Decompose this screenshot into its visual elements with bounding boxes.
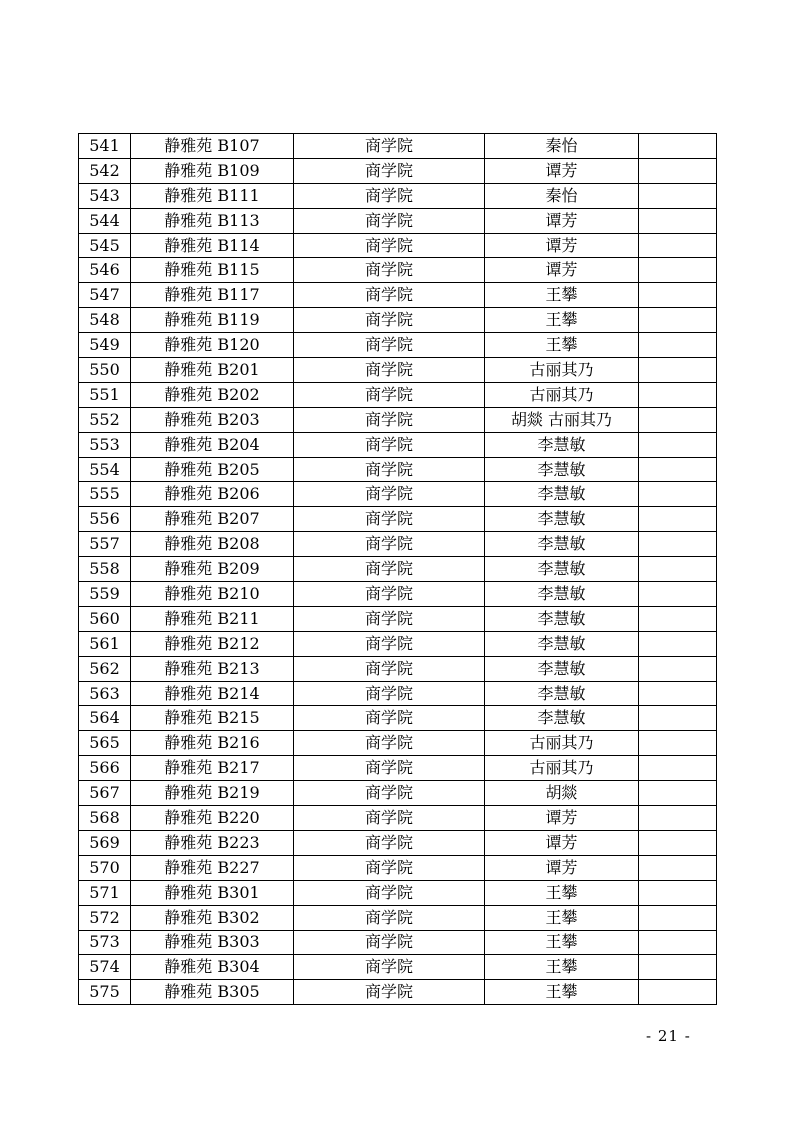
table-row xyxy=(79,582,717,607)
row-number-cell: 563 xyxy=(79,681,131,706)
person-in-charge-cell: 谭芳 xyxy=(485,258,639,283)
table-row xyxy=(79,308,717,333)
row-number-cell: 544 xyxy=(79,208,131,233)
table-row xyxy=(79,855,717,880)
person-in-charge-cell: 谭芳 xyxy=(485,806,639,831)
remarks-cell xyxy=(639,631,717,656)
row-number-cell: 559 xyxy=(79,582,131,607)
room-cell: 静雅苑 B204 xyxy=(131,432,294,457)
room-cell: 静雅苑 B207 xyxy=(131,507,294,532)
row-number-cell: 567 xyxy=(79,781,131,806)
remarks-cell xyxy=(639,955,717,980)
person-in-charge-cell: 古丽其乃 xyxy=(485,756,639,781)
row-number-cell: 556 xyxy=(79,507,131,532)
person-in-charge-cell: 王攀 xyxy=(485,930,639,955)
room-cell: 静雅苑 B219 xyxy=(131,781,294,806)
row-number-cell: 554 xyxy=(79,457,131,482)
person-in-charge-cell: 谭芳 xyxy=(485,830,639,855)
college-cell: 商学院 xyxy=(294,806,485,831)
room-cell: 静雅苑 B223 xyxy=(131,830,294,855)
person-in-charge-cell: 李慧敏 xyxy=(485,432,639,457)
table-row xyxy=(79,258,717,283)
college-cell: 商学院 xyxy=(294,308,485,333)
row-number-cell: 550 xyxy=(79,358,131,383)
table-row xyxy=(79,781,717,806)
person-in-charge-cell: 谭芳 xyxy=(485,158,639,183)
remarks-cell xyxy=(639,382,717,407)
person-in-charge-cell: 李慧敏 xyxy=(485,606,639,631)
college-cell: 商学院 xyxy=(294,781,485,806)
remarks-cell xyxy=(639,233,717,258)
row-number-cell: 555 xyxy=(79,482,131,507)
table-row xyxy=(79,183,717,208)
person-in-charge-cell: 李慧敏 xyxy=(485,557,639,582)
college-cell: 商学院 xyxy=(294,382,485,407)
college-cell: 商学院 xyxy=(294,681,485,706)
remarks-cell xyxy=(639,482,717,507)
row-number-cell: 571 xyxy=(79,880,131,905)
college-cell: 商学院 xyxy=(294,532,485,557)
remarks-cell xyxy=(639,830,717,855)
row-number-cell: 547 xyxy=(79,283,131,308)
table-row xyxy=(79,233,717,258)
person-in-charge-cell: 李慧敏 xyxy=(485,681,639,706)
row-number-cell: 541 xyxy=(79,134,131,159)
remarks-cell xyxy=(639,208,717,233)
table-body xyxy=(79,134,717,1005)
college-cell: 商学院 xyxy=(294,880,485,905)
room-cell: 静雅苑 B119 xyxy=(131,308,294,333)
table-row xyxy=(79,656,717,681)
table-row xyxy=(79,706,717,731)
college-cell: 商学院 xyxy=(294,756,485,781)
room-cell: 静雅苑 B210 xyxy=(131,582,294,607)
college-cell: 商学院 xyxy=(294,731,485,756)
table-row xyxy=(79,482,717,507)
table-row xyxy=(79,631,717,656)
remarks-cell xyxy=(639,333,717,358)
row-number-cell: 564 xyxy=(79,706,131,731)
person-in-charge-cell: 李慧敏 xyxy=(485,507,639,532)
row-number-cell: 570 xyxy=(79,855,131,880)
room-cell: 静雅苑 B202 xyxy=(131,382,294,407)
row-number-cell: 557 xyxy=(79,532,131,557)
remarks-cell xyxy=(639,457,717,482)
remarks-cell xyxy=(639,656,717,681)
room-cell: 静雅苑 B120 xyxy=(131,333,294,358)
remarks-cell xyxy=(639,358,717,383)
room-cell: 静雅苑 B205 xyxy=(131,457,294,482)
table-row xyxy=(79,756,717,781)
table-row xyxy=(79,980,717,1005)
college-cell: 商学院 xyxy=(294,582,485,607)
table-row xyxy=(79,358,717,383)
person-in-charge-cell: 胡燚 古丽其乃 xyxy=(485,407,639,432)
college-cell: 商学院 xyxy=(294,457,485,482)
remarks-cell xyxy=(639,258,717,283)
room-cell: 静雅苑 B206 xyxy=(131,482,294,507)
room-cell: 静雅苑 B214 xyxy=(131,681,294,706)
person-in-charge-cell: 李慧敏 xyxy=(485,582,639,607)
room-cell: 静雅苑 B111 xyxy=(131,183,294,208)
remarks-cell xyxy=(639,134,717,159)
college-cell: 商学院 xyxy=(294,706,485,731)
room-cell: 静雅苑 B301 xyxy=(131,880,294,905)
row-number-cell: 572 xyxy=(79,905,131,930)
row-number-cell: 543 xyxy=(79,183,131,208)
college-cell: 商学院 xyxy=(294,283,485,308)
college-cell: 商学院 xyxy=(294,407,485,432)
row-number-cell: 549 xyxy=(79,333,131,358)
college-cell: 商学院 xyxy=(294,930,485,955)
room-cell: 静雅苑 B216 xyxy=(131,731,294,756)
room-cell: 静雅苑 B107 xyxy=(131,134,294,159)
row-number-cell: 569 xyxy=(79,830,131,855)
remarks-cell xyxy=(639,706,717,731)
room-cell: 静雅苑 B208 xyxy=(131,532,294,557)
table-row xyxy=(79,557,717,582)
remarks-cell xyxy=(639,582,717,607)
room-cell: 静雅苑 B109 xyxy=(131,158,294,183)
row-number-cell: 573 xyxy=(79,930,131,955)
table-row xyxy=(79,208,717,233)
remarks-cell xyxy=(639,756,717,781)
remarks-cell xyxy=(639,806,717,831)
table-row xyxy=(79,457,717,482)
room-cell: 静雅苑 B305 xyxy=(131,980,294,1005)
college-cell: 商学院 xyxy=(294,656,485,681)
college-cell: 商学院 xyxy=(294,955,485,980)
table-row xyxy=(79,407,717,432)
row-number-cell: 558 xyxy=(79,557,131,582)
room-cell: 静雅苑 B115 xyxy=(131,258,294,283)
college-cell: 商学院 xyxy=(294,432,485,457)
room-cell: 静雅苑 B302 xyxy=(131,905,294,930)
room-cell: 静雅苑 B114 xyxy=(131,233,294,258)
table-row xyxy=(79,681,717,706)
table-row xyxy=(79,333,717,358)
remarks-cell xyxy=(639,930,717,955)
person-in-charge-cell: 李慧敏 xyxy=(485,631,639,656)
table-row xyxy=(79,432,717,457)
remarks-cell xyxy=(639,781,717,806)
college-cell: 商学院 xyxy=(294,208,485,233)
remarks-cell xyxy=(639,407,717,432)
room-cell: 静雅苑 B201 xyxy=(131,358,294,383)
college-cell: 商学院 xyxy=(294,606,485,631)
person-in-charge-cell: 古丽其乃 xyxy=(485,382,639,407)
college-cell: 商学院 xyxy=(294,557,485,582)
person-in-charge-cell: 谭芳 xyxy=(485,855,639,880)
college-cell: 商学院 xyxy=(294,233,485,258)
college-cell: 商学院 xyxy=(294,482,485,507)
room-cell: 静雅苑 B304 xyxy=(131,955,294,980)
person-in-charge-cell: 王攀 xyxy=(485,283,639,308)
person-in-charge-cell: 王攀 xyxy=(485,308,639,333)
college-cell: 商学院 xyxy=(294,507,485,532)
college-cell: 商学院 xyxy=(294,358,485,383)
row-number-cell: 575 xyxy=(79,980,131,1005)
person-in-charge-cell: 谭芳 xyxy=(485,233,639,258)
person-in-charge-cell: 胡燚 xyxy=(485,781,639,806)
college-cell: 商学院 xyxy=(294,905,485,930)
room-cell: 静雅苑 B113 xyxy=(131,208,294,233)
row-number-cell: 545 xyxy=(79,233,131,258)
dormitory-assignment-table-container xyxy=(78,133,793,1005)
person-in-charge-cell: 李慧敏 xyxy=(485,656,639,681)
row-number-cell: 548 xyxy=(79,308,131,333)
college-cell: 商学院 xyxy=(294,333,485,358)
room-cell: 静雅苑 B209 xyxy=(131,557,294,582)
college-cell: 商学院 xyxy=(294,980,485,1005)
row-number-cell: 566 xyxy=(79,756,131,781)
college-cell: 商学院 xyxy=(294,158,485,183)
page-number: - 21 - xyxy=(646,1027,691,1045)
room-cell: 静雅苑 B217 xyxy=(131,756,294,781)
row-number-cell: 553 xyxy=(79,432,131,457)
room-cell: 静雅苑 B220 xyxy=(131,806,294,831)
person-in-charge-cell: 王攀 xyxy=(485,980,639,1005)
room-cell: 静雅苑 B117 xyxy=(131,283,294,308)
room-cell: 静雅苑 B203 xyxy=(131,407,294,432)
college-cell: 商学院 xyxy=(294,855,485,880)
remarks-cell xyxy=(639,606,717,631)
person-in-charge-cell: 王攀 xyxy=(485,955,639,980)
remarks-cell xyxy=(639,183,717,208)
row-number-cell: 561 xyxy=(79,631,131,656)
table-row xyxy=(79,731,717,756)
row-number-cell: 562 xyxy=(79,656,131,681)
person-in-charge-cell: 秦怡 xyxy=(485,183,639,208)
room-cell: 静雅苑 B215 xyxy=(131,706,294,731)
person-in-charge-cell: 李慧敏 xyxy=(485,457,639,482)
person-in-charge-cell: 古丽其乃 xyxy=(485,731,639,756)
person-in-charge-cell: 王攀 xyxy=(485,880,639,905)
person-in-charge-cell: 秦怡 xyxy=(485,134,639,159)
person-in-charge-cell: 王攀 xyxy=(485,905,639,930)
remarks-cell xyxy=(639,980,717,1005)
college-cell: 商学院 xyxy=(294,134,485,159)
table-row xyxy=(79,158,717,183)
person-in-charge-cell: 王攀 xyxy=(485,333,639,358)
table-row xyxy=(79,382,717,407)
row-number-cell: 565 xyxy=(79,731,131,756)
college-cell: 商学院 xyxy=(294,830,485,855)
person-in-charge-cell: 古丽其乃 xyxy=(485,358,639,383)
table-row xyxy=(79,283,717,308)
room-cell: 静雅苑 B212 xyxy=(131,631,294,656)
row-number-cell: 574 xyxy=(79,955,131,980)
table-row xyxy=(79,830,717,855)
row-number-cell: 552 xyxy=(79,407,131,432)
table-row xyxy=(79,905,717,930)
college-cell: 商学院 xyxy=(294,258,485,283)
college-cell: 商学院 xyxy=(294,183,485,208)
person-in-charge-cell: 李慧敏 xyxy=(485,482,639,507)
table-row xyxy=(79,134,717,159)
person-in-charge-cell: 李慧敏 xyxy=(485,706,639,731)
table-row xyxy=(79,606,717,631)
college-cell: 商学院 xyxy=(294,631,485,656)
remarks-cell xyxy=(639,432,717,457)
dormitory-assignment-table xyxy=(78,133,717,1005)
person-in-charge-cell: 谭芳 xyxy=(485,208,639,233)
room-cell: 静雅苑 B303 xyxy=(131,930,294,955)
row-number-cell: 546 xyxy=(79,258,131,283)
remarks-cell xyxy=(639,283,717,308)
room-cell: 静雅苑 B227 xyxy=(131,855,294,880)
remarks-cell xyxy=(639,308,717,333)
remarks-cell xyxy=(639,880,717,905)
remarks-cell xyxy=(639,905,717,930)
row-number-cell: 560 xyxy=(79,606,131,631)
remarks-cell xyxy=(639,681,717,706)
table-row xyxy=(79,532,717,557)
remarks-cell xyxy=(639,158,717,183)
table-row xyxy=(79,930,717,955)
table-row xyxy=(79,880,717,905)
remarks-cell xyxy=(639,731,717,756)
row-number-cell: 551 xyxy=(79,382,131,407)
remarks-cell xyxy=(639,855,717,880)
remarks-cell xyxy=(639,507,717,532)
room-cell: 静雅苑 B211 xyxy=(131,606,294,631)
person-in-charge-cell: 李慧敏 xyxy=(485,532,639,557)
table-row xyxy=(79,806,717,831)
remarks-cell xyxy=(639,532,717,557)
table-row xyxy=(79,507,717,532)
row-number-cell: 568 xyxy=(79,806,131,831)
room-cell: 静雅苑 B213 xyxy=(131,656,294,681)
table-row xyxy=(79,955,717,980)
row-number-cell: 542 xyxy=(79,158,131,183)
remarks-cell xyxy=(639,557,717,582)
